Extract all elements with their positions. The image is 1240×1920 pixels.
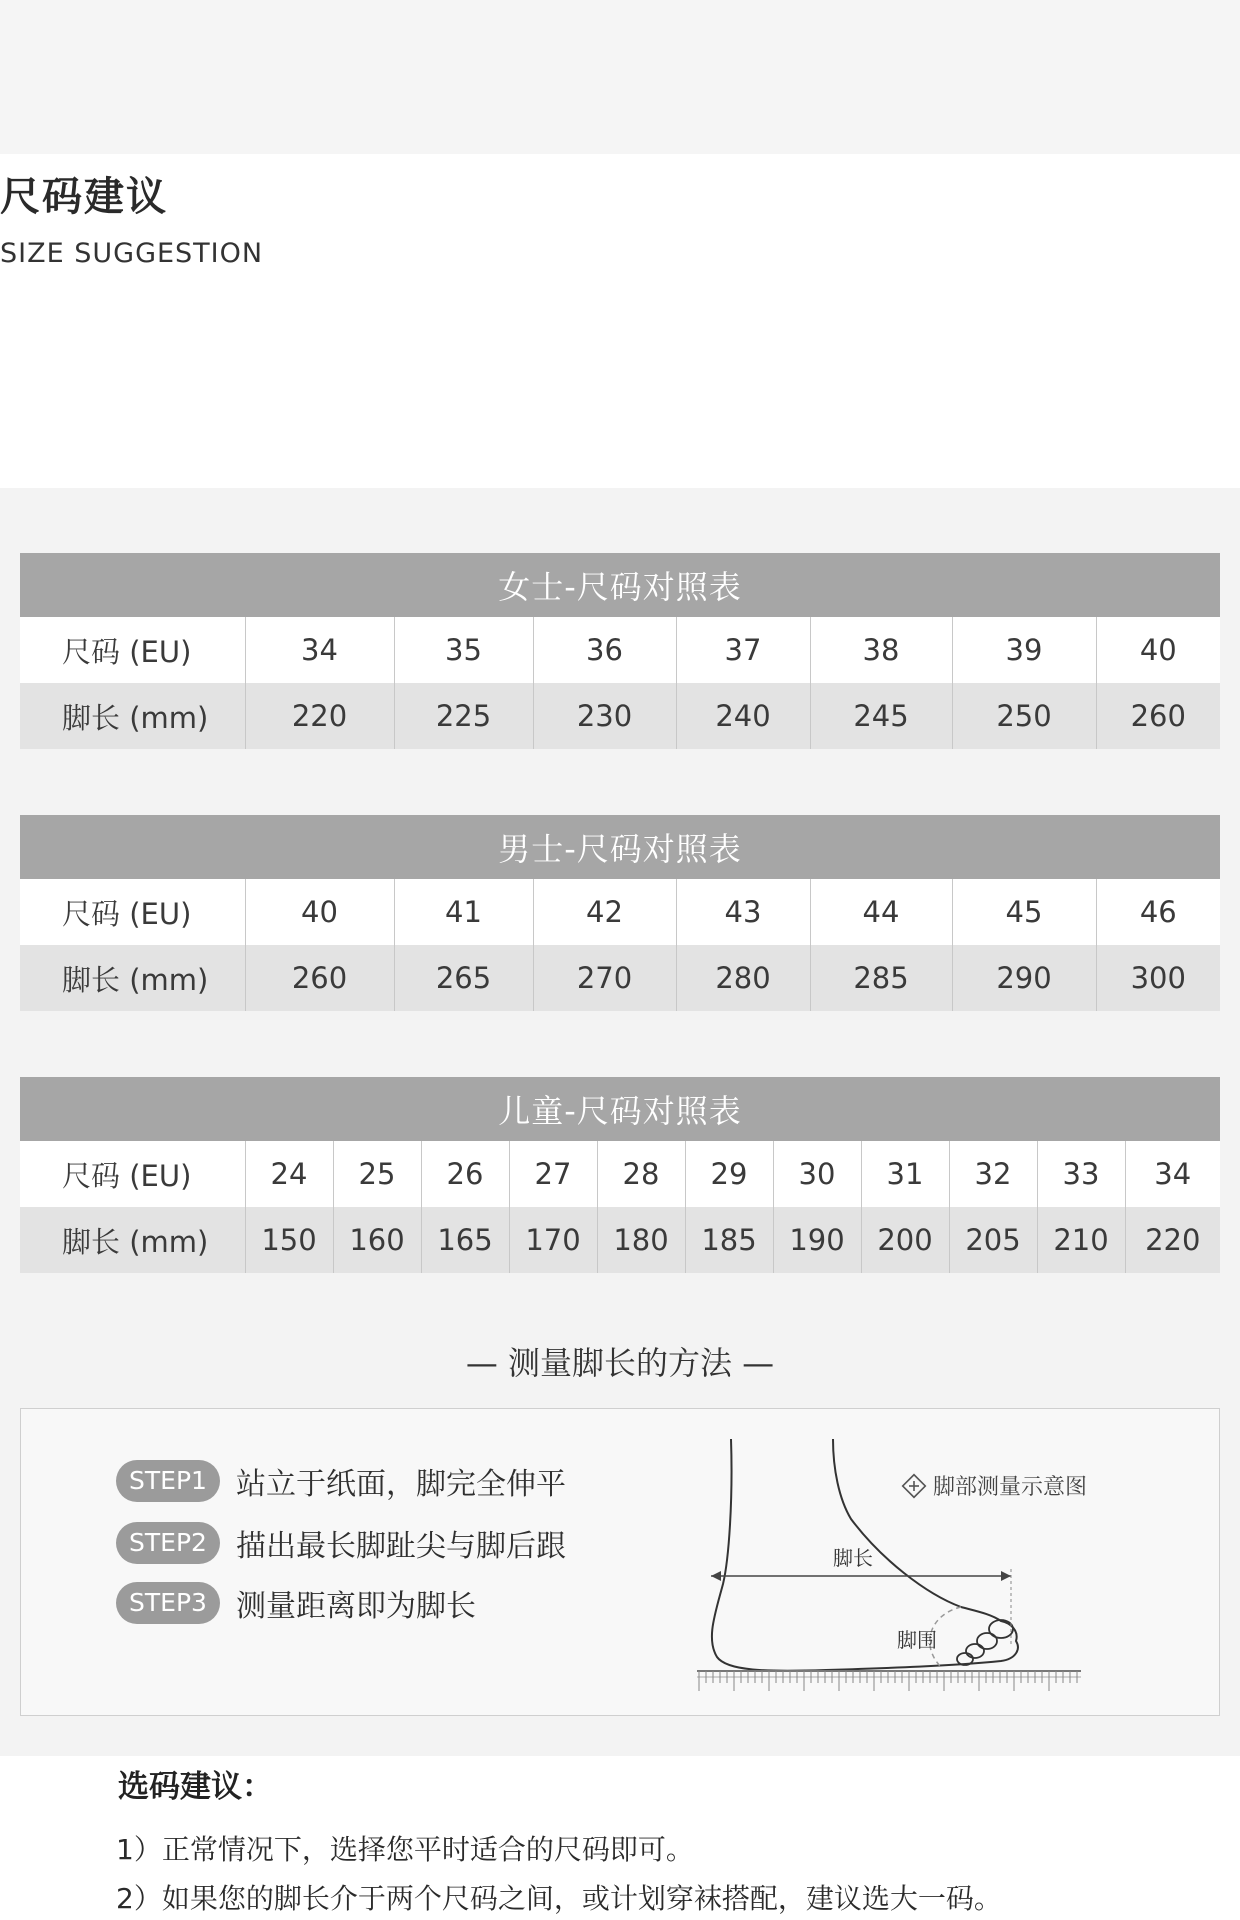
size-row [20,1141,1220,1207]
size-cell: 36 [533,617,676,683]
length-cell: 250 [952,683,1096,749]
step-2 [116,1521,566,1565]
men-size-table [20,815,1220,1011]
length-row-label: 脚长 (mm) [20,683,245,749]
size-cell: 25 [333,1141,421,1207]
length-row [20,683,1220,749]
size-cell: 26 [421,1141,509,1207]
girth-label: 脚围 [897,1628,937,1652]
length-cell: 260 [245,945,394,1011]
step-1 [116,1459,566,1503]
men-table-title: 男士-尺码对照表 [20,815,1220,879]
size-row [20,879,1220,945]
kids-table-title: 儿童-尺码对照表 [20,1077,1220,1141]
foot-measure-diagram [661,1409,1121,1715]
length-cell: 180 [597,1207,685,1273]
size-cell: 31 [861,1141,949,1207]
size-cell: 43 [676,879,810,945]
size-cell: 33 [1037,1141,1125,1207]
size-row-label: 尺码 (EU) [20,879,245,945]
length-cell: 265 [394,945,533,1011]
size-cell: 38 [810,617,952,683]
step-text: 站立于纸面，脚完全伸平 [236,1467,566,1502]
length-label: 脚长 [833,1546,873,1570]
length-cell: 290 [952,945,1096,1011]
size-row [20,617,1220,683]
diagram-caption: 脚部测量示意图 [933,1475,1088,1500]
women-table-title: 女士-尺码对照表 [20,553,1220,617]
length-cell: 285 [810,945,952,1011]
step-text: 测量距离即为脚长 [236,1589,476,1624]
length-cell: 260 [1096,683,1220,749]
size-cell: 34 [1125,1141,1220,1207]
size-row-label: 尺码 (EU) [20,1141,245,1207]
step-badge: STEP2 [116,1522,220,1564]
step-badge: STEP3 [116,1582,220,1624]
page-title: 尺码建议 [0,174,168,220]
length-cell: 190 [773,1207,861,1273]
size-cell: 37 [676,617,810,683]
length-cell: 270 [533,945,676,1011]
length-cell: 150 [245,1207,333,1273]
size-cell: 45 [952,879,1096,945]
size-cell: 40 [1096,617,1220,683]
advice-line: 1）正常情况下，选择您平时适合的尺码即可。 [116,1833,694,1866]
size-cell: 44 [810,879,952,945]
length-cell: 225 [394,683,533,749]
length-cell: 170 [509,1207,597,1273]
size-cell: 32 [949,1141,1037,1207]
size-cell: 28 [597,1141,685,1207]
length-cell: 205 [949,1207,1037,1273]
diamond-plus-icon [903,1475,926,1498]
length-row-label: 脚长 (mm) [20,945,245,1011]
length-cell: 200 [861,1207,949,1273]
advice-title: 选码建议： [118,1769,273,1805]
length-cell: 280 [676,945,810,1011]
women-size-table [20,553,1220,749]
advice-line: 2）如果您的脚长介于两个尺码之间，或计划穿袜搭配，建议选大一码。 [116,1882,1002,1915]
size-cell: 40 [245,879,394,945]
step-badge: STEP1 [116,1460,220,1502]
top-band [0,0,1240,154]
size-cell: 27 [509,1141,597,1207]
ruler [697,1671,1081,1691]
size-row-label: 尺码 (EU) [20,617,245,683]
kids-size-table [20,1077,1220,1273]
step-text: 描出最长脚趾尖与脚后跟 [236,1529,566,1564]
length-cell: 230 [533,683,676,749]
length-cell: 210 [1037,1207,1125,1273]
length-arrow [711,1569,1011,1644]
length-cell: 240 [676,683,810,749]
length-cell: 245 [810,683,952,749]
length-row-label: 脚长 (mm) [20,1207,245,1273]
measure-method-title: — 测量脚长的方法 — [465,1344,775,1382]
size-cell: 29 [685,1141,773,1207]
page-subtitle: SIZE SUGGESTION [0,238,264,269]
length-cell: 220 [1125,1207,1220,1273]
size-cell: 41 [394,879,533,945]
size-cell: 39 [952,617,1096,683]
size-cell: 35 [394,617,533,683]
length-cell: 160 [333,1207,421,1273]
size-cell: 46 [1096,879,1220,945]
length-row [20,945,1220,1011]
length-cell: 165 [421,1207,509,1273]
length-cell: 220 [245,683,394,749]
length-cell: 185 [685,1207,773,1273]
measure-method-box [20,1408,1220,1716]
advice-section [0,1756,1240,1920]
size-cell: 34 [245,617,394,683]
size-cell: 30 [773,1141,861,1207]
step-3 [116,1581,476,1625]
size-cell: 24 [245,1141,333,1207]
length-cell: 300 [1096,945,1220,1011]
length-row [20,1207,1220,1273]
toes [957,1620,1013,1665]
size-cell: 42 [533,879,676,945]
